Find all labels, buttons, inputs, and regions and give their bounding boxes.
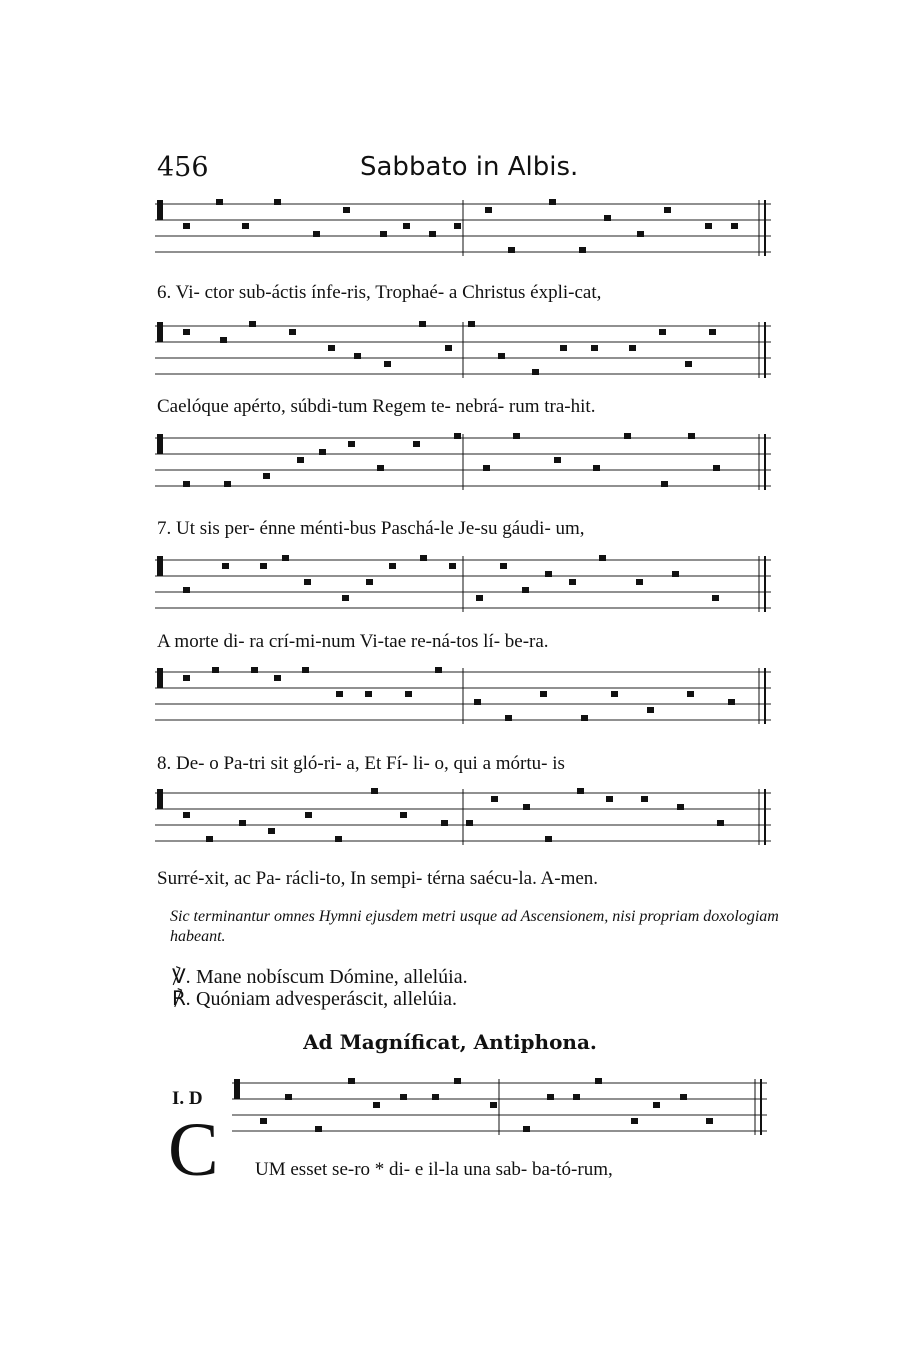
music-staff <box>155 196 771 262</box>
response-symbol: ℟. <box>172 988 191 1010</box>
versicle-symbol: ℣. <box>172 966 191 988</box>
music-staff <box>232 1075 767 1141</box>
versicle-text: Mane nobíscum Dómine, allelúia. <box>196 966 468 988</box>
initial-letter: C <box>168 1108 219 1192</box>
response-text: Quóniam advesperáscit, allelúia. <box>196 988 458 1010</box>
antiphon-text: UM esset se-ro * di- e il-la una sab- ba-tó-rum, <box>255 1159 613 1180</box>
music-staff <box>155 552 771 618</box>
lyric-line: 7. Ut sis per- énne ménti-bus Paschá-le Je-su gáudi- um, <box>157 518 585 539</box>
page-number: 456 <box>157 152 209 183</box>
antiphon-heading: Ad Magníficat, Antiphona. <box>303 1030 597 1054</box>
music-staff <box>155 785 771 851</box>
music-staff <box>155 318 771 384</box>
running-title: Sabbato in Albis. <box>360 152 579 182</box>
lyric-line: 6. Vi- ctor sub-áctis ínfe-ris, Trophaé- a Christus éxpli-cat, <box>157 282 602 303</box>
response <box>172 986 457 1011</box>
mode-label: I. D <box>172 1088 203 1109</box>
lyric-line: A morte di- ra crí-mi-num Vi-tae re-ná-tos lí- be-ra. <box>157 631 549 652</box>
lyric-line: Surré-xit, ac Pa- rácli-to, In sempi- térna saécu-la. A-men. <box>157 868 599 889</box>
music-staff <box>155 664 771 730</box>
rubric: Sic terminantur omnes Hymni ejusdem metri usque ad Ascensionem, nisi propriam doxologiam habeant. <box>170 908 779 945</box>
lyric-line: Caelóque apérto, súbdi-tum Regem te- nebrá- rum tra-hit. <box>157 396 596 417</box>
lyric-line: 8. De- o Pa-tri sit gló-ri- a, Et Fí- li- o, qui a mórtu- is <box>157 753 565 774</box>
music-staff <box>155 430 771 496</box>
